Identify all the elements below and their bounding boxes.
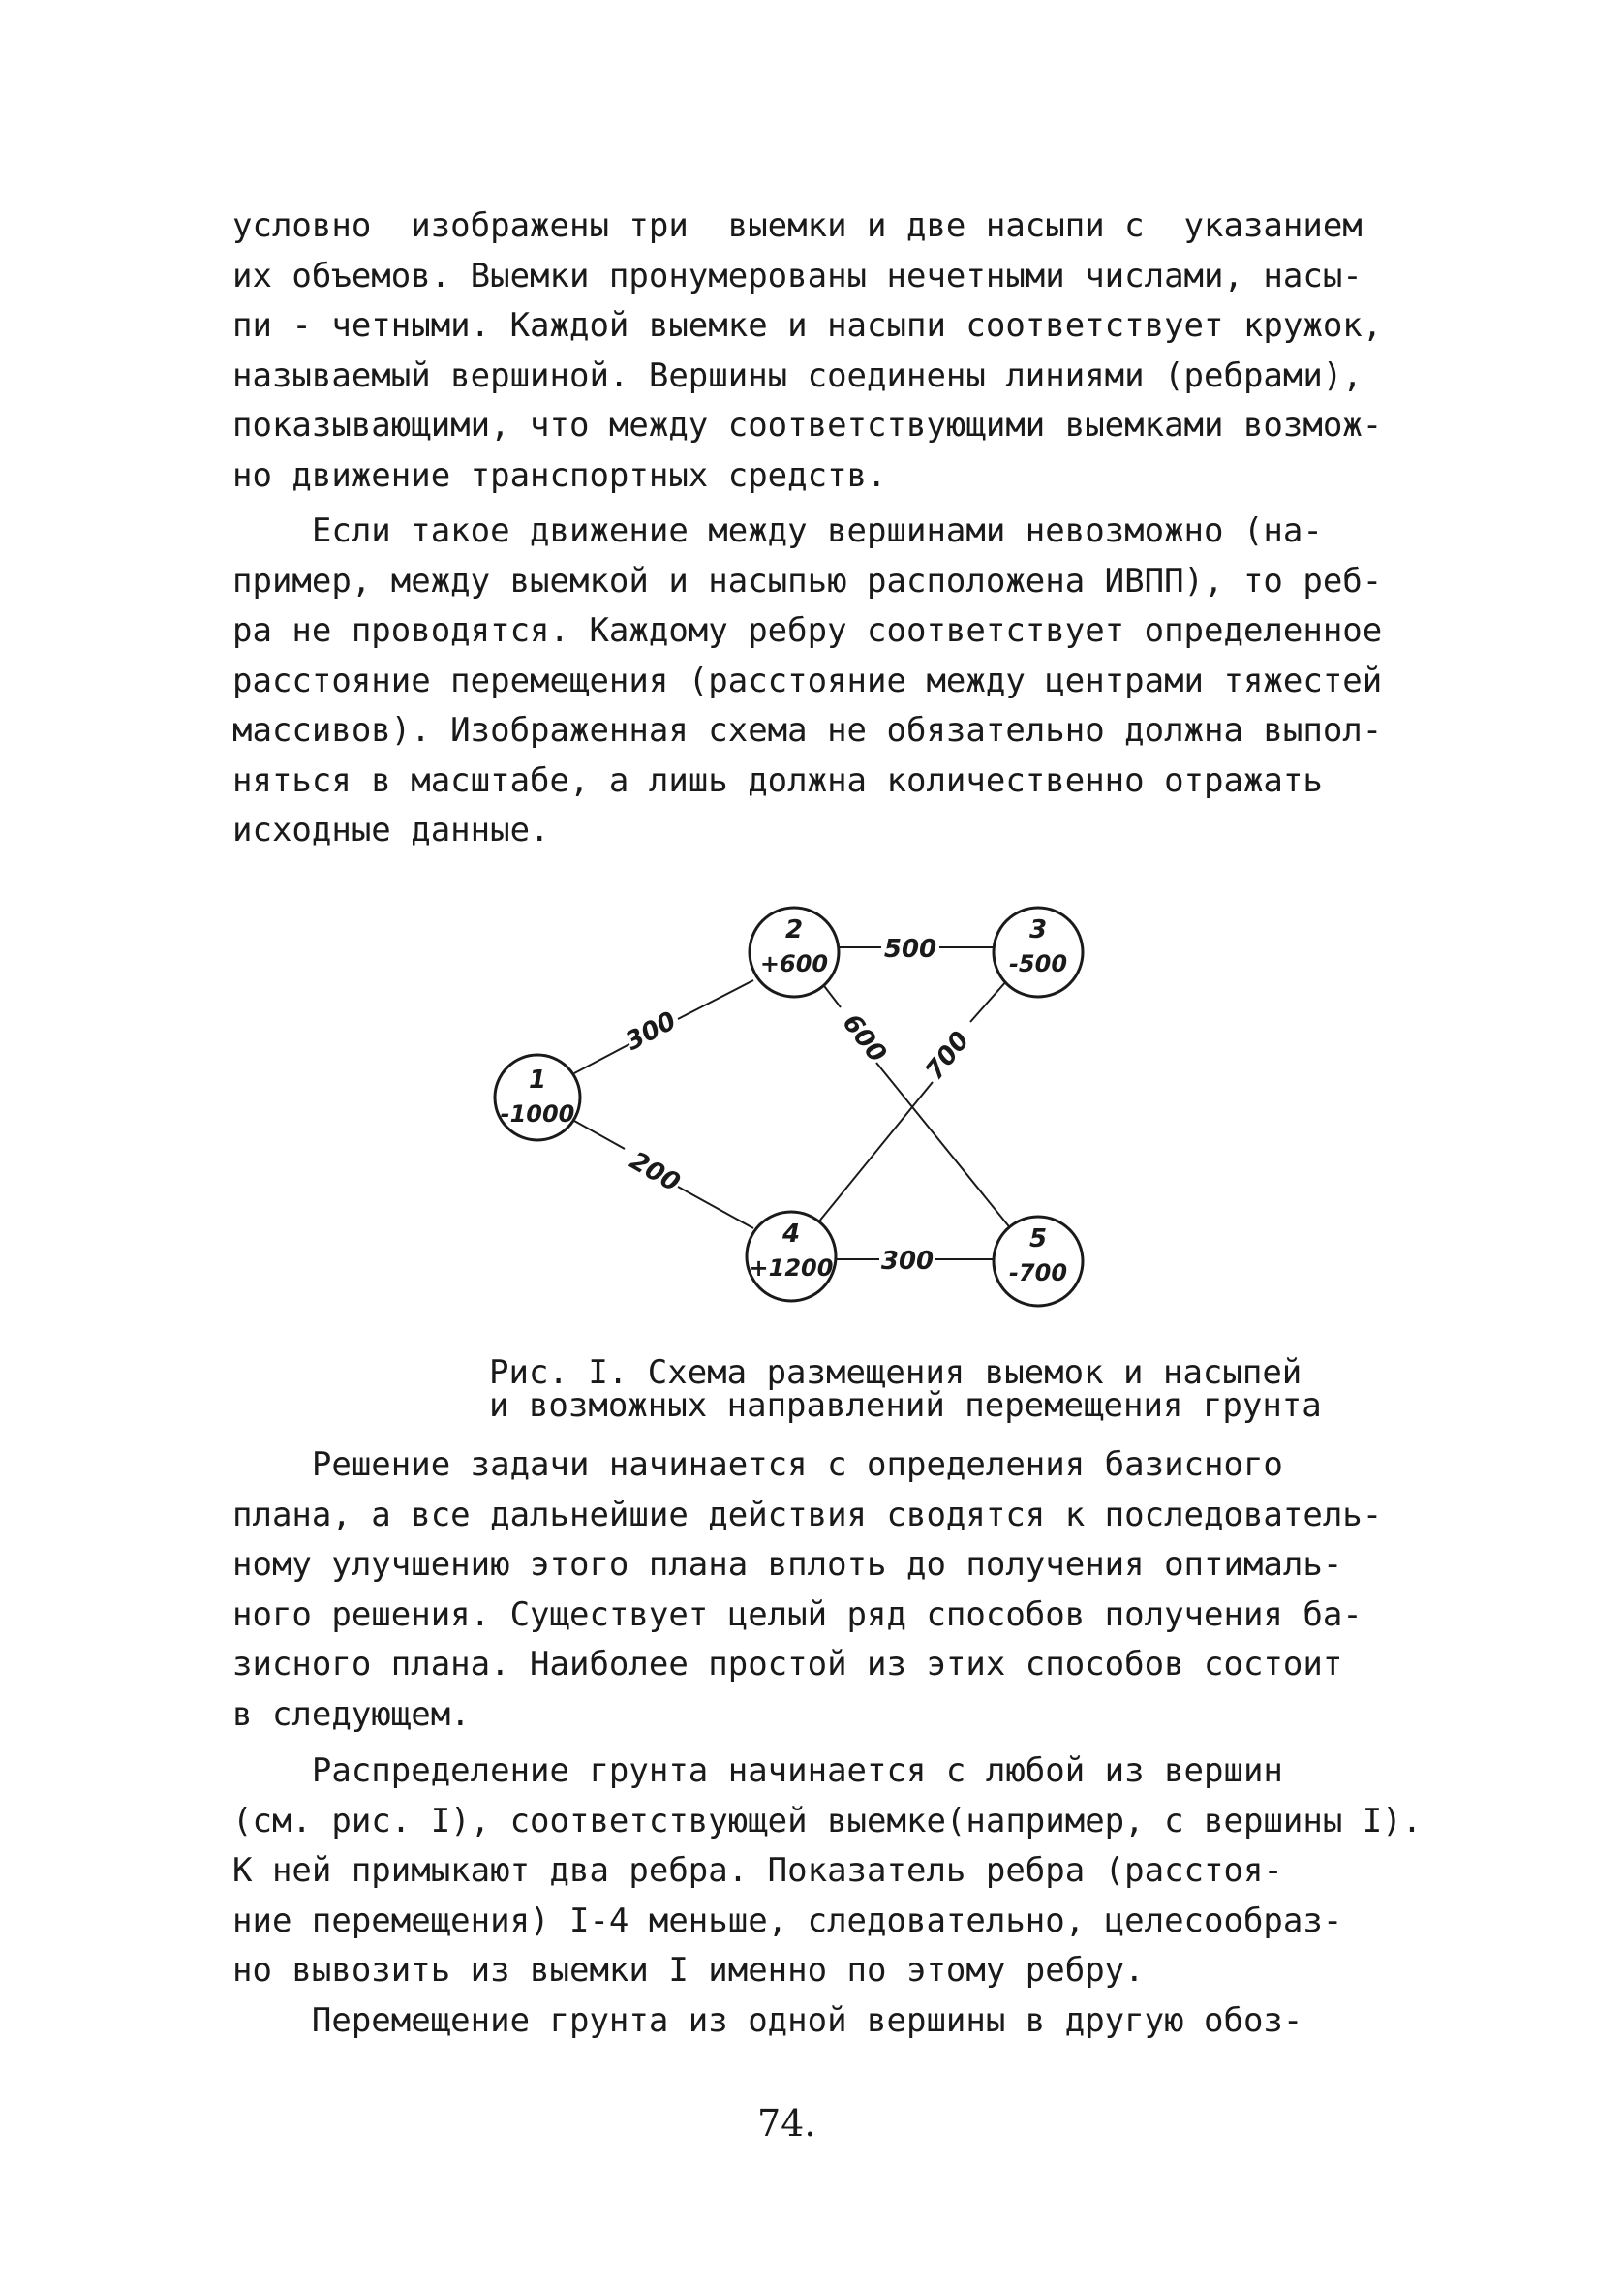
- text-line: Перемещение грунта из одной вершины в другую обоз-: [232, 2001, 1303, 2040]
- edge-1-4-distance: 200: [624, 1146, 686, 1198]
- node-4-volume: +1200: [749, 1254, 834, 1282]
- text-line: Распределение грунта начинается с любой из вершин: [232, 1751, 1283, 1790]
- text-line: ние перемещения) I-4 меньше, следовательно, целесообраз-: [232, 1901, 1343, 1940]
- text-line: К ней примыкают два ребра. Показатель ребра (расстоя-: [232, 1851, 1283, 1890]
- node-4-id: 4: [781, 1220, 801, 1249]
- node-2-id: 2: [784, 915, 804, 944]
- paragraph-4: [232, 1747, 1443, 1996]
- text-line: ра не проводятся. Каждому ребру соответствует определенное: [232, 611, 1383, 650]
- figure-caption: [489, 1353, 1322, 1425]
- node-5-volume: -700: [1008, 1259, 1068, 1286]
- node-2-volume: +600: [759, 950, 829, 977]
- caption-line: и возможных направлений перемещения грунта: [489, 1386, 1322, 1425]
- text-line: но движение транспортных средств.: [232, 455, 887, 495]
- node-3-volume: -500: [1008, 950, 1068, 977]
- text-line: ному улучшению этого плана вплоть до получения оптималь-: [232, 1545, 1343, 1584]
- node-1-id: 1: [528, 1066, 547, 1095]
- text-line: показывающими, что между соответствующими выемками возмож-: [232, 406, 1383, 445]
- edge-4-5-distance: 300: [880, 1247, 935, 1276]
- edge-2-3-distance: 500: [883, 935, 937, 964]
- edge-1-2: [678, 980, 753, 1019]
- text-line: пример, между выемкой и насыпью расположена ИВПП), то реб-: [232, 561, 1383, 601]
- paragraph-5: [232, 1996, 1443, 2047]
- edge-1-2: [574, 1044, 629, 1073]
- text-line: исходные данные.: [232, 811, 550, 850]
- edge-2-5-distance: 600: [836, 1008, 892, 1068]
- edge-2-5: [876, 1063, 1012, 1230]
- edge-1-4: [678, 1187, 753, 1228]
- text-line: условно изображены три выемки и две насыпи с указанием: [232, 206, 1363, 245]
- edge-4-3: [970, 980, 1007, 1022]
- edge-4-3: [818, 1082, 933, 1222]
- node-1-volume: -1000: [500, 1100, 575, 1128]
- text-line: зисного плана. Наиболее простой из этих способов состоит: [232, 1645, 1343, 1684]
- text-line: массивов). Изображенная схема не обязательно должна выпол-: [232, 711, 1383, 750]
- text-line: пи - четными. Каждой выемке и насыпи соответствует кружок,: [232, 306, 1383, 345]
- text-line: называемый вершиной. Вершины соединены линиями (ребрами),: [232, 356, 1363, 395]
- text-line: (см. рис. I), соответствующей выемке(например, с вершины I).: [232, 1801, 1423, 1840]
- text-line: расстояние перемещения (расстояние между центрами тяжестей: [232, 661, 1383, 700]
- edge-4-3-distance: 700: [920, 1026, 976, 1086]
- text-line: их объемов. Выемки пронумерованы нечетными числами, насы-: [232, 256, 1363, 295]
- edge-1-4: [574, 1121, 625, 1149]
- text-line: плана, а все дальнейшие действия сводятся к последователь-: [232, 1495, 1383, 1534]
- node-5-id: 5: [1028, 1224, 1048, 1253]
- paragraph-3: [232, 1440, 1443, 1740]
- edge-1-2-distance: 300: [621, 1005, 682, 1057]
- text-line: ного решения. Существует целый ряд способов получения ба-: [232, 1594, 1363, 1634]
- text-line: но вывозить из выемки I именно по этому ребру.: [232, 1951, 1145, 1990]
- text-line: Если такое движение между вершинами невозможно (на-: [232, 511, 1323, 550]
- text-line: Решение задачи начинается с определения базисного: [232, 1445, 1283, 1484]
- caption-line: Рис. I. Схема размещения выемок и насыпей: [489, 1353, 1302, 1392]
- text-line: в следующем.: [232, 1694, 471, 1734]
- text-line: няться в масштабе, а лишь должна количественно отражать: [232, 760, 1323, 800]
- page-number: 74.: [757, 2102, 816, 2145]
- node-3-id: 3: [1028, 915, 1048, 944]
